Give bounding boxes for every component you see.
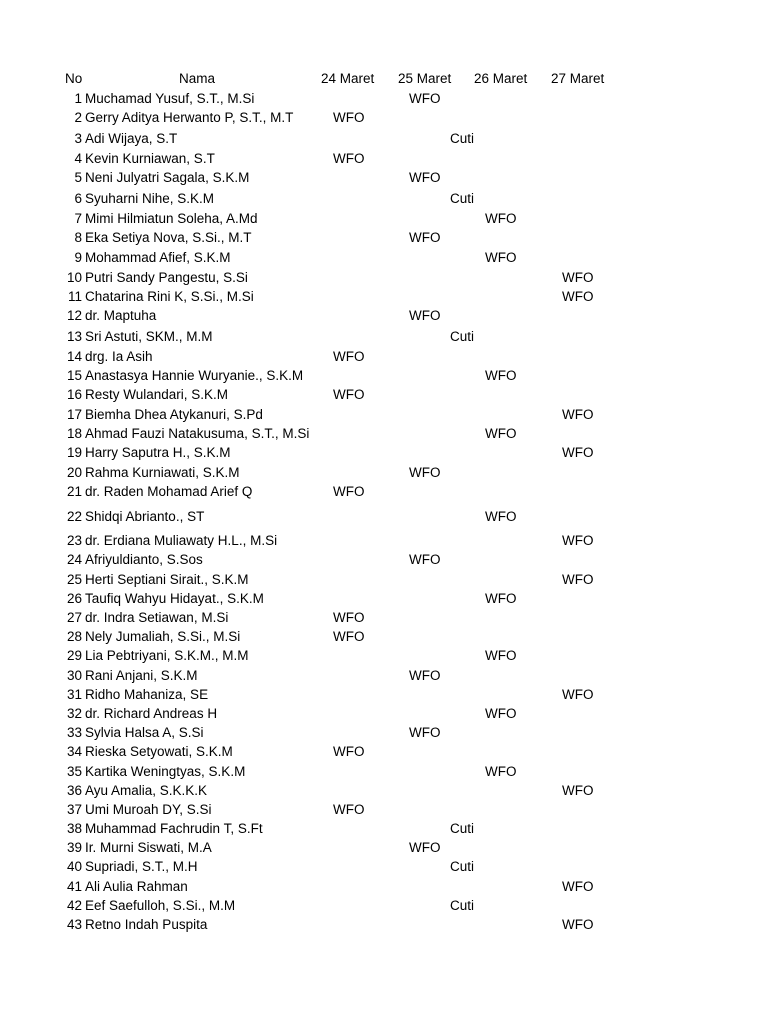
row-status: WFO bbox=[562, 783, 594, 798]
row-number: 7 bbox=[74, 211, 82, 226]
row-status: WFO bbox=[562, 917, 594, 932]
row-status: Cuti bbox=[450, 191, 475, 206]
row-status: WFO bbox=[333, 151, 365, 166]
row-number: 26 bbox=[66, 591, 82, 606]
header-no: No bbox=[65, 71, 83, 86]
row-number: 33 bbox=[66, 725, 82, 740]
row-number: 32 bbox=[66, 706, 82, 721]
row-number: 43 bbox=[66, 917, 82, 932]
row-number: 5 bbox=[74, 170, 82, 185]
row-status: WFO bbox=[562, 289, 594, 304]
table-row bbox=[0, 877, 768, 896]
row-name: Ir. Murni Siswati, M.A bbox=[85, 840, 212, 855]
table-row bbox=[0, 287, 768, 306]
row-status: WFO bbox=[333, 110, 365, 125]
row-status: WFO bbox=[485, 764, 517, 779]
table-row bbox=[0, 723, 768, 742]
table-row bbox=[0, 838, 768, 857]
row-name: Chatarina Rini K, S.Si., M.Si bbox=[85, 289, 254, 304]
table-row bbox=[0, 366, 768, 385]
row-name: Ahmad Fauzi Natakusuma, S.T., M.Si bbox=[85, 426, 310, 441]
row-name: Afriyuldianto, S.Sos bbox=[85, 552, 203, 567]
header-row bbox=[0, 69, 768, 88]
table-row bbox=[0, 550, 768, 569]
row-name: Taufiq Wahyu Hidayat., S.K.M bbox=[85, 591, 264, 606]
row-number: 22 bbox=[66, 509, 82, 524]
table-row bbox=[0, 915, 768, 934]
row-number: 13 bbox=[66, 329, 82, 344]
row-status: WFO bbox=[485, 509, 517, 524]
row-number: 30 bbox=[66, 668, 82, 683]
table-row bbox=[0, 646, 768, 665]
row-name: Kevin Kurniawan, S.T bbox=[85, 151, 215, 166]
row-number: 21 bbox=[66, 484, 82, 499]
row-number: 39 bbox=[66, 840, 82, 855]
row-name: Herti Septiani Sirait., S.K.M bbox=[85, 572, 249, 587]
table-row bbox=[0, 306, 768, 325]
row-number: 16 bbox=[66, 387, 82, 402]
table-row bbox=[0, 482, 768, 501]
row-name: Mimi Hilmiatun Soleha, A.Md bbox=[85, 211, 258, 226]
row-name: Biemha Dhea Atykanuri, S.Pd bbox=[85, 407, 263, 422]
row-name: Muhammad Fachrudin T, S.Ft bbox=[85, 821, 263, 836]
row-status: WFO bbox=[562, 687, 594, 702]
table-row bbox=[0, 209, 768, 228]
row-number: 27 bbox=[66, 610, 82, 625]
row-name: Resty Wulandari, S.K.M bbox=[85, 387, 229, 402]
table-row bbox=[0, 531, 768, 550]
row-name: Sri Astuti, SKM., M.M bbox=[85, 329, 213, 344]
row-name: Rieska Setyowati, S.K.M bbox=[85, 744, 233, 759]
row-name: Supriadi, S.T., M.H bbox=[85, 859, 198, 874]
table-row bbox=[0, 570, 768, 589]
row-number: 8 bbox=[74, 230, 82, 245]
row-number: 11 bbox=[67, 289, 82, 304]
row-number: 20 bbox=[66, 465, 82, 480]
table-row bbox=[0, 168, 768, 187]
row-number: 37 bbox=[66, 802, 82, 817]
table-row bbox=[0, 108, 768, 127]
table-row bbox=[0, 742, 768, 761]
row-status: Cuti bbox=[450, 329, 475, 344]
table-row bbox=[0, 248, 768, 267]
row-status: Cuti bbox=[450, 131, 475, 146]
row-number: 6 bbox=[74, 191, 82, 206]
row-status: WFO bbox=[409, 725, 441, 740]
row-number: 35 bbox=[66, 764, 82, 779]
row-status: Cuti bbox=[450, 859, 475, 874]
row-name: dr. Erdiana Muliawaty H.L., M.Si bbox=[85, 533, 278, 548]
row-number: 3 bbox=[74, 131, 82, 146]
table-row bbox=[0, 189, 768, 208]
row-number: 31 bbox=[66, 687, 82, 702]
table-row bbox=[0, 347, 768, 366]
row-status: WFO bbox=[409, 552, 441, 567]
header-date-26: 26 Maret bbox=[474, 71, 528, 86]
table-row bbox=[0, 443, 768, 462]
row-number: 15 bbox=[66, 368, 82, 383]
row-name: Harry Saputra H., S.K.M bbox=[85, 445, 231, 460]
row-number: 29 bbox=[66, 648, 82, 663]
table-row bbox=[0, 627, 768, 646]
table-row bbox=[0, 327, 768, 346]
table-row bbox=[0, 129, 768, 148]
table-row bbox=[0, 589, 768, 608]
row-name: Neni Julyatri Sagala, S.K.M bbox=[85, 170, 250, 185]
row-status: WFO bbox=[333, 387, 365, 402]
row-status: WFO bbox=[333, 802, 365, 817]
row-status: WFO bbox=[485, 591, 517, 606]
row-name: Nely Jumaliah, S.Si., M.Si bbox=[85, 629, 241, 644]
row-number: 4 bbox=[74, 151, 82, 166]
table-row bbox=[0, 424, 768, 443]
row-status: WFO bbox=[485, 648, 517, 663]
row-number: 1 bbox=[74, 91, 82, 106]
row-number: 28 bbox=[66, 629, 82, 644]
row-status: WFO bbox=[333, 629, 365, 644]
row-number: 12 bbox=[66, 308, 82, 323]
row-name: Lia Pebtriyani, S.K.M., M.M bbox=[85, 648, 249, 663]
row-number: 36 bbox=[66, 783, 82, 798]
row-number: 41 bbox=[66, 879, 82, 894]
row-name: Ridho Mahaniza, SE bbox=[85, 687, 209, 702]
row-name: Adi Wijaya, S.T bbox=[85, 131, 178, 146]
table-row bbox=[0, 268, 768, 287]
row-status: WFO bbox=[485, 250, 517, 265]
row-number: 18 bbox=[66, 426, 82, 441]
table-row bbox=[0, 463, 768, 482]
row-status: WFO bbox=[409, 668, 441, 683]
row-number: 14 bbox=[66, 349, 82, 364]
row-name: Kartika Weningtyas, S.K.M bbox=[85, 764, 246, 779]
row-number: 34 bbox=[66, 744, 82, 759]
row-status: WFO bbox=[485, 368, 517, 383]
row-status: WFO bbox=[409, 840, 441, 855]
row-status: WFO bbox=[485, 706, 517, 721]
header-date-24: 24 Maret bbox=[321, 71, 375, 86]
table-row bbox=[0, 228, 768, 247]
row-number: 24 bbox=[66, 552, 82, 567]
row-number: 25 bbox=[66, 572, 82, 587]
table-row bbox=[0, 800, 768, 819]
row-name: Eef Saefulloh, S.Si., M.M bbox=[85, 898, 236, 913]
row-status: WFO bbox=[562, 270, 594, 285]
table-row bbox=[0, 507, 768, 526]
row-name: Sylvia Halsa A, S.Si bbox=[85, 725, 204, 740]
row-name: Rani Anjani, S.K.M bbox=[85, 668, 198, 683]
row-number: 23 bbox=[66, 533, 82, 548]
row-number: 9 bbox=[74, 250, 82, 265]
row-name: dr. Indra Setiawan, M.Si bbox=[85, 610, 229, 625]
row-status: Cuti bbox=[450, 898, 475, 913]
row-status: WFO bbox=[562, 445, 594, 460]
row-number: 40 bbox=[66, 859, 82, 874]
row-name: Umi Muroah DY, S.Si bbox=[85, 802, 212, 817]
row-name: Putri Sandy Pangestu, S.Si bbox=[85, 270, 248, 285]
row-status: WFO bbox=[485, 426, 517, 441]
row-name: Muchamad Yusuf, S.T., M.Si bbox=[85, 91, 255, 106]
row-name: Gerry Aditya Herwanto P, S.T., M.T bbox=[85, 110, 294, 125]
row-name: Rahma Kurniawati, S.K.M bbox=[85, 465, 240, 480]
table-row bbox=[0, 89, 768, 108]
row-number: 19 bbox=[66, 445, 82, 460]
row-number: 10 bbox=[66, 270, 82, 285]
row-status: WFO bbox=[562, 407, 594, 422]
table-row bbox=[0, 405, 768, 424]
row-name: dr. Raden Mohamad Arief Q bbox=[85, 484, 253, 499]
row-name: Retno Indah Puspita bbox=[85, 917, 208, 932]
table-row bbox=[0, 762, 768, 781]
row-name: drg. Ia Asih bbox=[85, 349, 153, 364]
row-number: 42 bbox=[66, 898, 82, 913]
row-name: Eka Setiya Nova, S.Si., M.T bbox=[85, 230, 252, 245]
header-date-25: 25 Maret bbox=[398, 71, 452, 86]
row-status: WFO bbox=[562, 572, 594, 587]
row-name: Syuharni Nihe, S.K.M bbox=[85, 191, 215, 206]
row-status: WFO bbox=[562, 879, 594, 894]
table-row bbox=[0, 781, 768, 800]
row-name: Ali Aulia Rahman bbox=[85, 879, 188, 894]
row-status: WFO bbox=[409, 230, 441, 245]
table-row bbox=[0, 896, 768, 915]
row-status: WFO bbox=[333, 744, 365, 759]
row-status: WFO bbox=[562, 533, 594, 548]
row-status: WFO bbox=[409, 308, 441, 323]
row-name: Anastasya Hannie Wuryanie., S.K.M bbox=[85, 368, 304, 383]
table-row bbox=[0, 704, 768, 723]
header-date-27: 27 Maret bbox=[551, 71, 605, 86]
row-name: dr. Maptuha bbox=[85, 308, 157, 323]
row-status: WFO bbox=[409, 91, 441, 106]
row-status: Cuti bbox=[450, 821, 475, 836]
row-status: WFO bbox=[333, 610, 365, 625]
row-name: Ayu Amalia, S.K.K.K bbox=[85, 783, 208, 798]
row-number: 2 bbox=[74, 110, 82, 125]
row-status: WFO bbox=[409, 465, 441, 480]
row-number: 38 bbox=[66, 821, 82, 836]
table-row bbox=[0, 149, 768, 168]
table-row bbox=[0, 608, 768, 627]
table-row bbox=[0, 685, 768, 704]
row-status: WFO bbox=[333, 349, 365, 364]
table-row bbox=[0, 857, 768, 876]
table-row bbox=[0, 666, 768, 685]
row-name: Mohammad Afief, S.K.M bbox=[85, 250, 231, 265]
row-status: WFO bbox=[485, 211, 517, 226]
table-row bbox=[0, 819, 768, 838]
table-row bbox=[0, 385, 768, 404]
row-status: WFO bbox=[333, 484, 365, 499]
row-number: 17 bbox=[66, 407, 82, 422]
row-status: WFO bbox=[409, 170, 441, 185]
row-name: dr. Richard Andreas H bbox=[85, 706, 218, 721]
row-name: Shidqi Abrianto., ST bbox=[85, 509, 205, 524]
header-nama: Nama bbox=[179, 71, 216, 86]
